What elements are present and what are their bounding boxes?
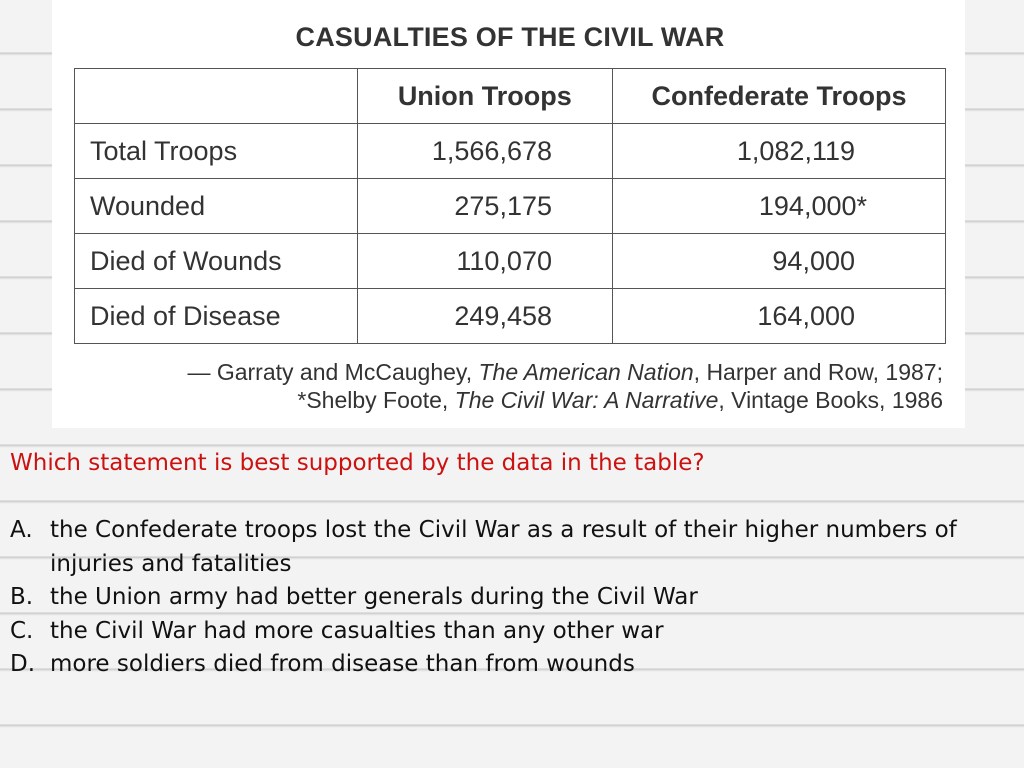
table-row [75, 234, 946, 289]
row-label: Total Troops [75, 124, 358, 179]
casualties-table [74, 68, 946, 344]
citation-book-title-2: The Civil War: A Narrative [454, 387, 719, 413]
citation-line-1 [187, 358, 943, 386]
answer-choices [10, 514, 1010, 682]
union-value: 249,458 [357, 289, 612, 344]
choice-letter: A. [10, 517, 33, 543]
choice-text: the Union army had better generals during the Civil War [50, 584, 698, 610]
union-value: 275,175 [357, 179, 612, 234]
row-label: Wounded [75, 179, 358, 234]
confederate-value: 194,000* [613, 179, 946, 234]
answer-choice-d[interactable] [10, 648, 1010, 682]
row-label: Died of Wounds [75, 234, 358, 289]
citation-author-2: *Shelby Foote, [297, 387, 455, 413]
table-citation [187, 358, 943, 414]
choice-text: the Civil War had more casualties than any other war [50, 617, 664, 644]
table-row [75, 289, 946, 344]
confederate-value: 94,000 [613, 234, 946, 289]
confederate-value: 164,000 [613, 289, 946, 344]
header-union-troops: Union Troops [357, 69, 612, 124]
table-header-row [75, 69, 946, 124]
table-row [75, 124, 946, 179]
confederate-value: 1,082,119 [613, 124, 946, 179]
citation-publisher-2: , Vintage Books, 1986 [718, 387, 943, 413]
union-value: 1,566,678 [357, 124, 612, 179]
choice-letter: B. [10, 584, 34, 610]
table-row [75, 179, 946, 234]
choice-text: the Confederate troops lost the Civil War as a result of their higher numbers of injuries and fatalities [50, 517, 957, 577]
row-label: Died of Disease [75, 289, 358, 344]
choice-letter: D. [10, 651, 36, 677]
question-prompt: Which statement is best supported by the data in the table? [10, 450, 705, 476]
union-value: 110,070 [357, 234, 612, 289]
table-image-panel [52, 0, 965, 428]
header-confederate-troops: Confederate Troops [613, 69, 946, 124]
table-title: CASUALTIES OF THE CIVIL WAR [295, 22, 725, 52]
citation-publisher: , Harper and Row, 1987; [693, 359, 943, 385]
header-empty-cell [75, 69, 358, 124]
citation-authors: — Garraty and McCaughey, [187, 359, 479, 385]
answer-choice-c[interactable] [10, 615, 1010, 649]
answer-choice-a[interactable] [10, 514, 1010, 581]
citation-book-title: The American Nation [478, 359, 694, 385]
choice-letter: C. [10, 617, 34, 644]
answer-choice-b[interactable] [10, 581, 1010, 615]
choice-text: more soldiers died from disease than from wounds [50, 651, 635, 677]
citation-line-2 [187, 386, 943, 414]
